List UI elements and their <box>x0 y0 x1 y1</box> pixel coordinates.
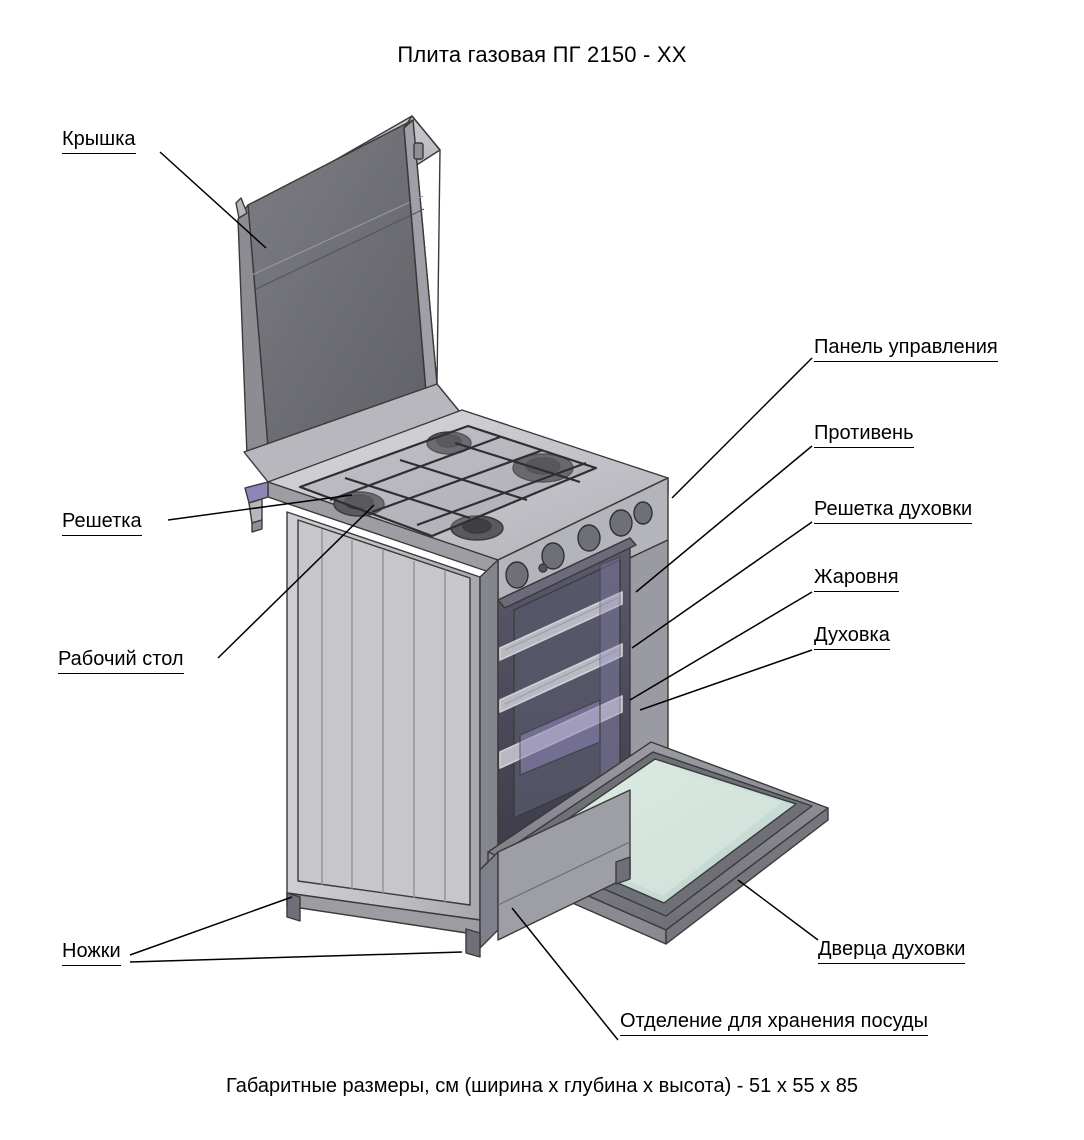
dimensions-caption: Габаритные размеры, см (ширина x глубина x высота) - 51 x 55 x 85 <box>226 1075 858 1097</box>
label-roasting-pan: Жаровня <box>814 566 899 592</box>
page-title: Плита газовая ПГ 2150 - XX <box>397 42 687 67</box>
label-baking-tray: Противень <box>814 422 914 448</box>
label-oven-rack: Решетка духовки <box>814 498 972 524</box>
label-feet: Ножки <box>62 940 121 966</box>
label-lid: Крышка <box>62 128 136 154</box>
label-grate: Решетка <box>62 510 142 536</box>
gas-inlet <box>245 482 268 532</box>
label-control-panel: Панель управления <box>814 336 998 362</box>
label-storage-compartment: Отделение для хранения посуды <box>620 1010 928 1036</box>
label-worktop: Рабочий стол <box>58 648 184 674</box>
side-panel <box>287 512 480 935</box>
label-oven-door: Дверца духовки <box>818 938 965 964</box>
label-oven: Духовка <box>814 624 890 650</box>
